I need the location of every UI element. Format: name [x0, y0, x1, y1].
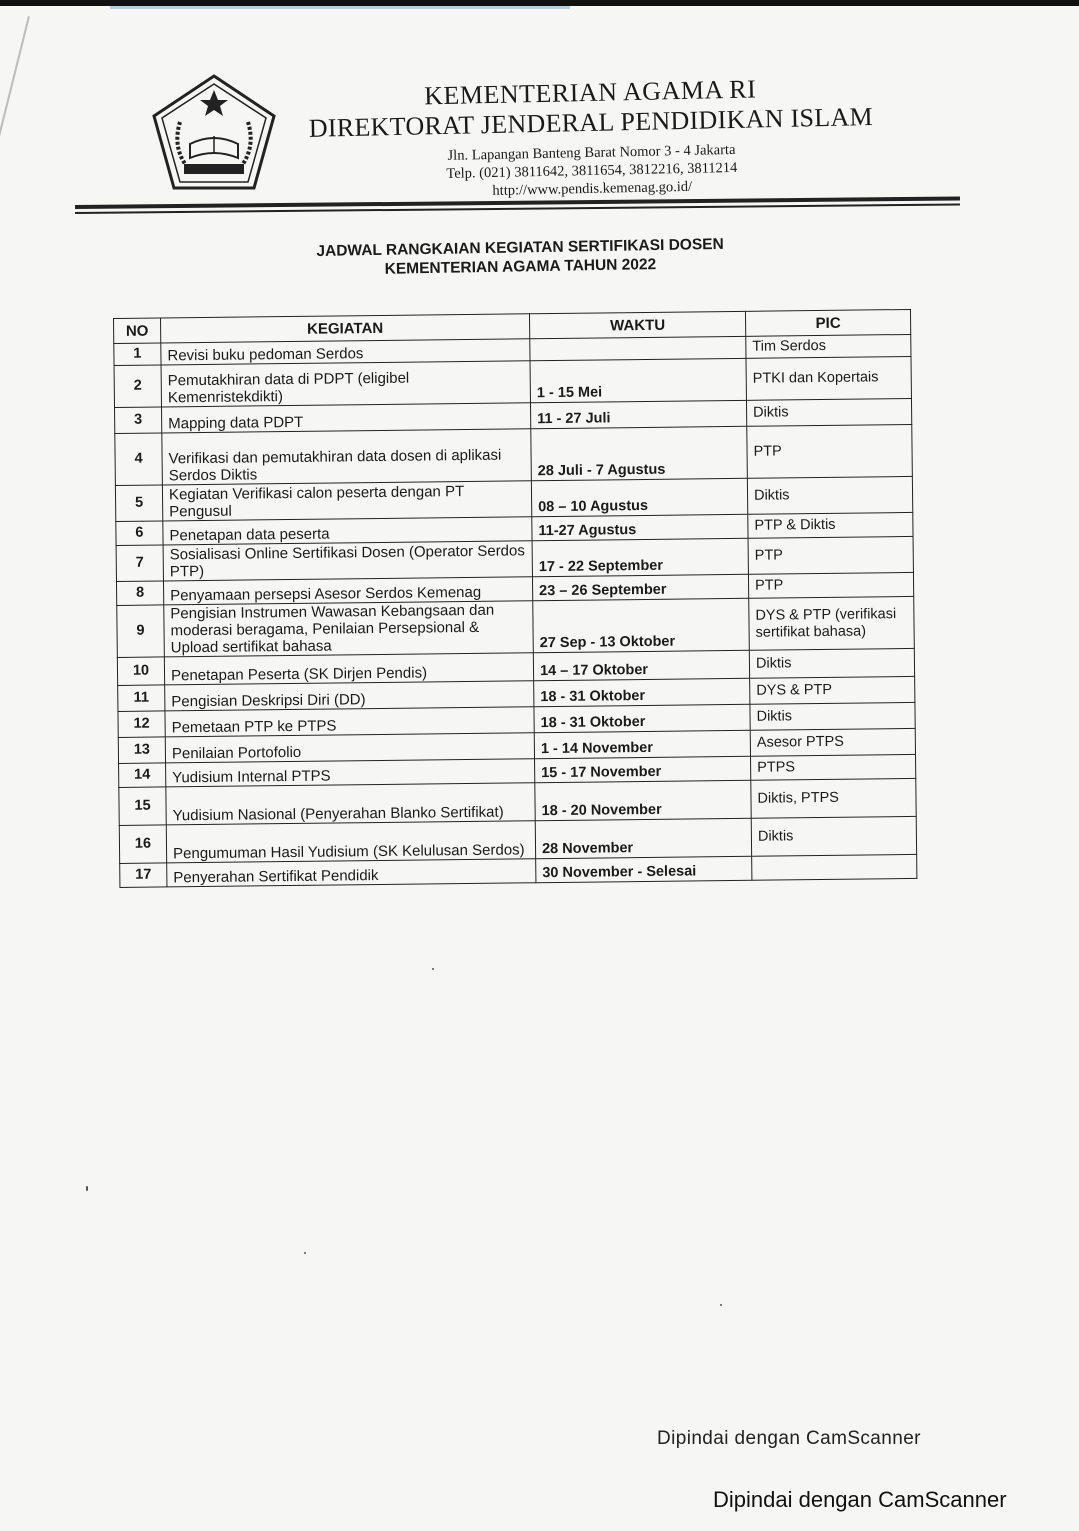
header-waktu: WAKTU: [529, 311, 745, 338]
address: Jln. Lapangan Banteng Barat Nomor 3 - 4 Jakarta: [447, 141, 736, 164]
cell-waktu: 28 November: [535, 818, 751, 858]
cell-waktu: 15 - 17 November: [535, 756, 751, 782]
cell-pic: PTKI dan Kopertais: [746, 356, 911, 400]
cell-waktu: 14 – 17 Oktober: [533, 650, 749, 680]
schedule-table-wrapper: [113, 309, 917, 888]
cell-waktu: 1 - 15 Mei: [530, 358, 746, 402]
cell-waktu: 08 – 10 Agustus: [531, 478, 747, 516]
cell-kegiatan: Penyamaan persepsi Asesor Serdos Kemenag: [163, 577, 532, 605]
cell-kegiatan: Yudisium Nasional (Penyerahan Blanko Sertifikat): [166, 783, 535, 825]
cell-pic: Diktis: [747, 476, 912, 514]
cell-kegiatan: Penetapan Peserta (SK Dirjen Pendis): [164, 653, 533, 685]
scan-speck: [432, 968, 434, 970]
title-line-1: JADWAL RANGKAIAN KEGIATAN SERTIFIKASI DOSEN: [316, 235, 724, 260]
cell-waktu: 11-27 Agustus: [532, 514, 748, 540]
cell-kegiatan: Penyerahan Sertifikat Pendidik: [167, 859, 536, 887]
paper-fold-line: [0, 16, 30, 249]
cell-waktu: 18 - 20 November: [535, 780, 751, 820]
camscanner-overlay: Dipindai dengan CamScanner: [713, 1487, 1007, 1512]
scan-speck: [304, 1252, 306, 1254]
kemenag-emblem-icon: [150, 72, 278, 192]
cell-no: 13: [118, 737, 165, 764]
cell-waktu: 18 - 31 Oktober: [534, 678, 750, 706]
document-title: [200, 233, 841, 282]
cell-pic: Diktis: [750, 702, 915, 730]
cell-pic: PTP: [748, 536, 913, 574]
cell-waktu: 27 Sep - 13 Oktober: [533, 598, 750, 652]
cell-no: 10: [117, 657, 164, 686]
cell-kegiatan: Yudisium Internal PTPS: [166, 759, 535, 787]
cell-waktu: 18 - 31 Oktober: [534, 704, 750, 732]
title-line-2: KEMENTERIAN AGAMA TAHUN 2022: [384, 256, 657, 278]
cell-pic: PTP: [748, 572, 913, 598]
scan-speck: [720, 1304, 722, 1306]
cell-pic: Tim Serdos: [746, 334, 911, 358]
cell-kegiatan: Sosialisasi Online Sertifikasi Dosen (Operator Serdos PTP): [163, 541, 532, 581]
cell-waktu: 23 – 26 September: [532, 574, 748, 600]
cell-pic: DYS & PTP (verifikasi sertifikat bahasa): [749, 596, 915, 650]
directorate-name: DIREKTORAT JENDERAL PENDIDIKAN ISLAM: [308, 102, 874, 143]
cell-kegiatan: Kegiatan Verifikasi calon peserta dengan PT Pengusul: [162, 481, 531, 521]
cell-no: 2: [114, 365, 161, 408]
cell-no: 14: [119, 763, 166, 788]
cell-kegiatan: Verifikasi dan pemutakhiran data dosen di aplikasi Serdos Diktis: [162, 429, 532, 485]
cell-kegiatan: Penetapan data peserta: [163, 517, 532, 545]
cell-kegiatan: Pengisian Deskripsi Diri (DD): [165, 681, 534, 711]
header-pic: PIC: [745, 309, 910, 336]
cell-pic: PTP: [747, 424, 913, 478]
header-kegiatan: KEGIATAN: [161, 314, 530, 343]
table-body: [114, 334, 917, 887]
cell-pic: PTP & Diktis: [748, 512, 913, 538]
cell-waktu: 1 - 14 November: [534, 730, 750, 758]
cell-no: 16: [119, 825, 166, 864]
cell-waktu: 17 - 22 September: [532, 538, 748, 576]
cell-pic: Diktis: [746, 398, 911, 426]
cell-kegiatan: Pengisian Instrumen Wawasan Kebangsaan dan moderasi beragama, Penilaian Persepsional & Upload sertifikat bahasa: [164, 601, 534, 657]
cell-waktu: 28 Juli - 7 Agustus: [531, 426, 748, 480]
cell-no: 6: [116, 521, 163, 546]
letterhead: [300, 72, 882, 204]
cell-no: 9: [117, 605, 165, 658]
cell-waktu: [530, 336, 746, 360]
cell-pic: Diktis: [751, 816, 916, 856]
table-row: [115, 424, 913, 485]
cell-no: 7: [116, 545, 163, 582]
cell-pic: Asesor PTPS: [750, 728, 915, 756]
cell-kegiatan: Pengumuman Hasil Yudisium (SK Kelulusan Serdos): [166, 821, 535, 863]
cell-no: 11: [118, 685, 165, 712]
cell-no: 3: [115, 407, 162, 434]
header-no: NO: [114, 318, 161, 344]
camscanner-watermark: Dipindai dengan CamScanner: [657, 1428, 921, 1449]
cell-no: 8: [116, 581, 163, 606]
cell-kegiatan: Revisi buku pedoman Serdos: [161, 339, 530, 365]
cell-kegiatan: Penilaian Portofolio: [165, 733, 534, 763]
cell-no: 15: [119, 787, 166, 826]
phone: Telp. (021) 3811642, 3811654, 3812216, 3811214: [446, 159, 738, 182]
cell-kegiatan: Mapping data PDPT: [162, 403, 531, 433]
scan-speck: [86, 1186, 88, 1191]
website: http://www.pendis.kemenag.go.id/: [492, 178, 693, 199]
cell-waktu: 30 November - Selesai: [536, 856, 752, 882]
schedule-table: [113, 309, 917, 888]
cell-no: 1: [114, 343, 161, 366]
cell-pic: PTPS: [751, 754, 916, 780]
cell-no: 17: [120, 863, 167, 888]
cell-pic: DYS & PTP: [750, 676, 915, 704]
cell-pic: Diktis: [749, 648, 914, 678]
cell-waktu: 11 - 27 Juli: [530, 400, 746, 428]
cell-pic: [752, 854, 917, 880]
cell-kegiatan: Pemutakhiran data di PDPT (eligibel Kemenristekdikti): [161, 361, 530, 407]
cell-no: 12: [118, 711, 165, 738]
cell-no: 4: [115, 433, 163, 486]
table-row: [117, 596, 915, 657]
document-page: [0, 6, 1079, 1531]
ministry-name: KEMENTERIAN AGAMA RI: [423, 74, 757, 111]
cell-pic: Diktis, PTPS: [751, 778, 916, 818]
cell-kegiatan: Pemetaan PTP ke PTPS: [165, 707, 534, 737]
cell-no: 5: [115, 485, 162, 522]
